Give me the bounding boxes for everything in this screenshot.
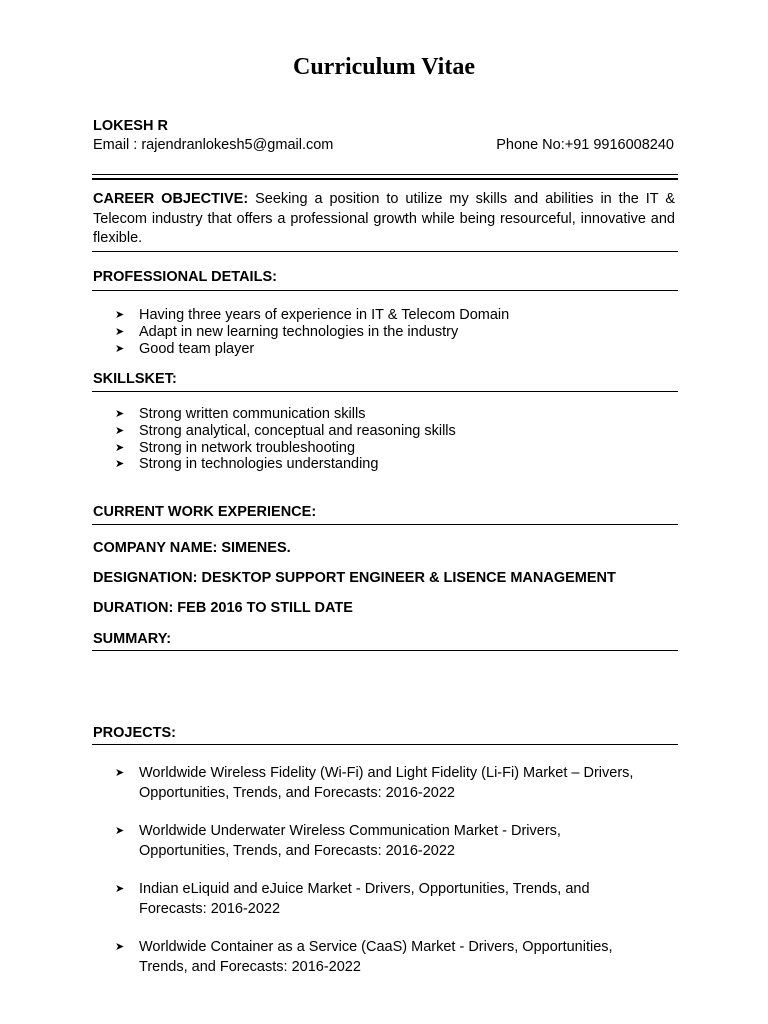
projects-list: [115, 763, 655, 995]
company-name: COMPANY NAME: SIMENES.: [93, 540, 291, 556]
section-divider: [92, 251, 678, 252]
list-item: ➤ Adapt in new learning technologies in the industry: [115, 323, 459, 340]
arrowhead-bullet-icon: ➤: [115, 767, 125, 779]
list-item: ➤ Strong written communication skills: [115, 406, 366, 422]
arrowhead-bullet-icon: ➤: [115, 309, 125, 321]
phone-number: Phone No:+91 9916008240: [496, 137, 674, 153]
duration: DURATION: FEB 2016 TO STILL DATE: [93, 600, 353, 616]
section-divider: [92, 650, 678, 651]
arrowhead-bullet-icon: ➤: [115, 325, 125, 338]
list-item: ➤ Indian eLiquid and eJuice Market - Drivers, Opportunities, Trends, and Forecasts: 2016-2022: [115, 881, 590, 917]
list-item: ➤ Worldwide Underwater Wireless Communication Market - Drivers, Opportunities, Trends, and Forecasts: 2016-2022: [115, 823, 561, 859]
section-divider: [92, 524, 678, 525]
summary-heading: SUMMARY:: [93, 631, 172, 647]
arrowhead-bullet-icon: ➤: [115, 825, 125, 837]
candidate-name: LOKESH R: [93, 118, 168, 134]
list-item: ➤ Good team player: [115, 340, 255, 357]
header-divider: [92, 174, 678, 180]
arrowhead-bullet-icon: ➤: [115, 408, 125, 420]
arrowhead-bullet-icon: ➤: [115, 458, 125, 471]
section-divider: [92, 290, 678, 291]
list-item: ➤ Strong analytical, conceptual and reasoning skills: [115, 422, 456, 439]
career-objective-label: CAREER OBJECTIVE:: [93, 191, 249, 207]
professional-details-heading: PROFESSIONAL DETAILS:: [93, 269, 277, 285]
current-work-heading: CURRENT WORK EXPERIENCE:: [93, 504, 317, 520]
designation: DESIGNATION: DESKTOP SUPPORT ENGINEER & LISENCE MANAGEMENT: [93, 570, 616, 586]
document-title: Curriculum Vitae: [293, 54, 475, 80]
arrowhead-bullet-icon: ➤: [115, 941, 125, 953]
list-item: ➤ Having three years of experience in IT & Telecom Domain: [115, 307, 510, 323]
arrowhead-bullet-icon: ➤: [115, 342, 125, 355]
section-divider: [92, 391, 678, 392]
list-item: ➤ Worldwide Container as a Service (CaaS) Market - Drivers, Opportunities, Trends, and Forecasts: 2016-2022: [115, 939, 613, 975]
list-item: ➤ Worldwide Wireless Fidelity (Wi-Fi) and Light Fidelity (Li-Fi) Market – Drivers, Opportunities, Trends, and Forecasts: 2016-2022: [115, 765, 634, 801]
career-objective: [93, 190, 675, 249]
skillset-list: [115, 406, 675, 473]
section-divider: [92, 744, 678, 745]
professional-details-list: [115, 307, 675, 357]
list-item: ➤ Strong in technologies understanding: [115, 456, 379, 473]
arrowhead-bullet-icon: ➤: [115, 441, 125, 454]
email-address: Email : rajendranlokesh5@gmail.com: [93, 137, 334, 153]
career-objective-text: Seeking a position to utilize my skills and abilities in the IT & Telecom industry that offers a professional growth while being resourceful, innovative and flexible.: [93, 191, 675, 246]
skillset-heading: SKILLSKET:: [93, 371, 177, 387]
arrowhead-bullet-icon: ➤: [115, 424, 125, 437]
arrowhead-bullet-icon: ➤: [115, 883, 125, 895]
list-item: ➤ Strong in network troubleshooting: [115, 439, 356, 456]
projects-heading: PROJECTS:: [93, 725, 176, 741]
